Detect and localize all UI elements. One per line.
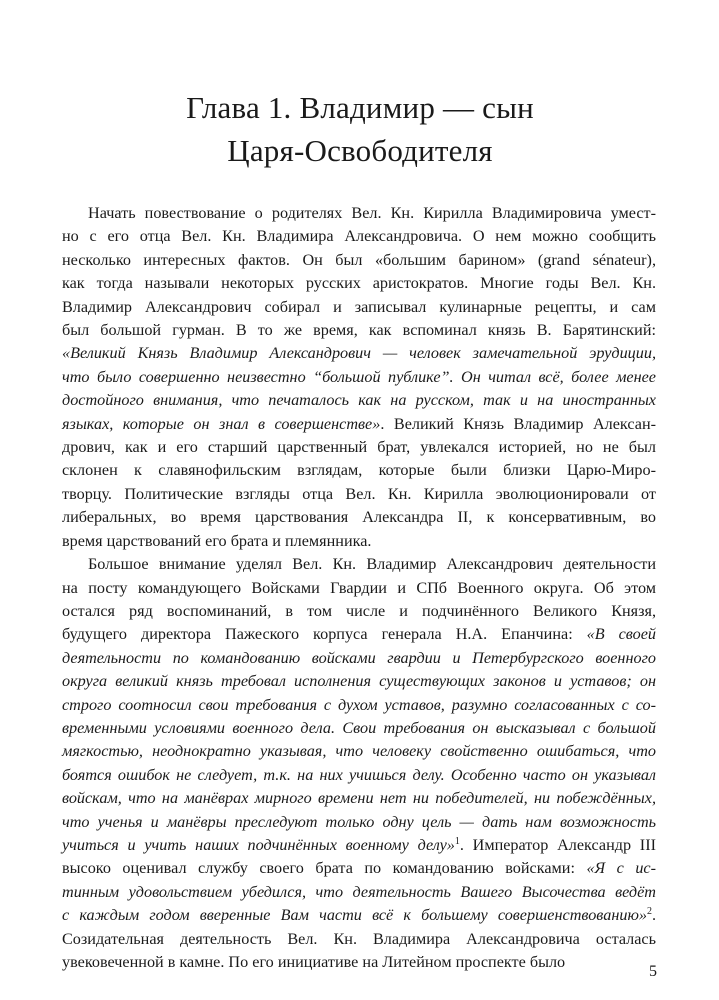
text-run: .	[651, 906, 656, 925]
quote-text: «Я с ис-	[586, 859, 656, 878]
quote-text: языках, которые он знал в совершенстве»	[62, 414, 381, 433]
text-line	[62, 881, 656, 904]
quote-text: строго соотносил свои требования с духом уставов, разумно согласованных с со-	[62, 695, 656, 714]
text-run: время царствований его брата и племянника.	[62, 531, 372, 550]
quote-text: округа великий князь требовал исполнения существующих законов и уставов; он	[62, 672, 656, 691]
text-line	[62, 319, 656, 342]
text-line	[62, 225, 656, 248]
text-run: дрович, как и его старший царственный брат, увлекался историей, но не был	[62, 438, 656, 457]
text-line	[62, 366, 656, 389]
text-run: Созидательная деятельность Вел. Кн. Владимира Александровича осталась	[62, 929, 656, 948]
quote-text: войскам, что на манёврах мирного времени нет ни победителей, ни побеждённых,	[62, 789, 656, 808]
quote-text: «В своей	[586, 625, 656, 644]
chapter-body-text	[62, 202, 656, 974]
text-run: Большое внимание уделял Вел. Кн. Владимир Александрович деятельности	[88, 555, 656, 574]
quote-text: учиться и учить наших подчинённых военному делу»	[62, 835, 455, 854]
text-line	[62, 600, 656, 623]
text-line	[62, 717, 656, 740]
quote-text: мягкостью, неоднократно указывая, что человеку свойственно ошибаться, что	[62, 742, 656, 761]
text-line	[62, 647, 656, 670]
text-line	[62, 787, 656, 810]
text-run: но с его отца Вел. Кн. Владимира Александровича. О нем можно сообщить	[62, 227, 656, 246]
text-run: как тогда называли некоторых русских аристократов. Многие годы Вел. Кн.	[62, 274, 656, 293]
quote-text: деятельности по командованию войсками гвардии и Петербургского военного	[62, 648, 656, 667]
text-run: . Император Александр III	[459, 835, 656, 854]
text-run: склонен к славянофильским взглядам, которые были близки Царю-Миро-	[62, 461, 656, 480]
text-line	[62, 764, 656, 787]
quote-text: с каждым годом вверенные Вам части всё к большему совершенствованию»	[62, 906, 647, 925]
text-line	[62, 904, 656, 927]
chapter-title-line-1: Глава 1. Владимир — сын	[186, 90, 534, 125]
paragraph	[62, 553, 656, 974]
text-run: на посту командующего Войсками Гвардии и СПб Военного округа. Об этом	[62, 578, 656, 597]
chapter-title	[60, 86, 660, 172]
page-number: 5	[649, 963, 657, 980]
quote-text: что было совершенно неизвестно “большой публике”. Он читал всё, более менее	[62, 367, 656, 386]
text-run: остался ряд воспоминаний, в том числе и подчинённого Великого Князя,	[62, 601, 656, 620]
chapter-title-line-2: Царя-Освободителя	[227, 133, 493, 168]
text-line	[62, 202, 656, 225]
text-line	[62, 553, 656, 576]
text-run: увековеченной в камне. По его инициативе на Литейном проспекте было	[62, 953, 566, 971]
text-line	[62, 811, 656, 834]
text-line	[62, 694, 656, 717]
text-line	[62, 623, 656, 646]
text-line	[62, 530, 656, 553]
text-line	[62, 436, 656, 459]
quote-text: боятся ошибок не следует, т.к. на них учишься делу. Особенно часто он указывал	[62, 765, 656, 784]
text-line	[62, 459, 656, 482]
text-run: либеральных, во время царствования Александра II, к консервативным, во	[62, 508, 656, 527]
text-line	[62, 506, 656, 529]
text-run: несколько интересных фактов. Он был «большим барином» (grand sénateur),	[62, 250, 656, 269]
text-line	[62, 389, 656, 412]
text-run: Владимир Александрович собирал и записывал кулинарные рецепты, и сам	[62, 297, 656, 316]
quote-text: тинным удовольствием убедился, что деятельность Вашего Высочества ведёт	[62, 882, 656, 901]
text-line	[62, 249, 656, 272]
text-line	[62, 577, 656, 600]
quote-text: «Великий Князь Владимир Александрович — человек замечательной эрудиции,	[62, 344, 656, 363]
text-run: Начать повествование о родителях Вел. Кн. Кирилла Владимировича умест-	[88, 204, 656, 222]
quote-text: что ученья и манёвры преследуют только одну цель — дать нам возможность	[62, 812, 656, 831]
text-line	[62, 413, 656, 436]
text-line	[62, 857, 656, 880]
quote-text: временными условиями военного дела. Свои требования он высказывал с большой	[62, 718, 656, 737]
text-run: творцу. Политические взгляды отца Вел. Кн. Кирилла эволюционировали от	[62, 484, 656, 503]
text-line	[62, 834, 656, 857]
footnote-ref: 1	[454, 835, 460, 847]
text-line	[62, 951, 656, 974]
text-line	[62, 740, 656, 763]
text-line	[62, 296, 656, 319]
footnote-ref: 2	[646, 906, 652, 918]
text-run: . Великий Князь Владимир Алексан-	[380, 414, 656, 433]
text-line	[62, 483, 656, 506]
text-run: высоко оценивал службу своего брата по командованию войсками:	[62, 859, 587, 878]
text-line	[62, 342, 656, 365]
text-line	[62, 272, 656, 295]
text-line	[62, 928, 656, 951]
quote-text: достойного внимания, что печаталось как на русском, так и на иностранных	[62, 391, 656, 410]
text-line	[62, 670, 656, 693]
text-run: был большой гурман. В то же время, как вспоминал князь В. Барятинский:	[62, 321, 656, 340]
text-run: будущего директора Пажеского корпуса генерала Н.А. Епанчина:	[62, 625, 587, 644]
paragraph	[62, 202, 656, 553]
